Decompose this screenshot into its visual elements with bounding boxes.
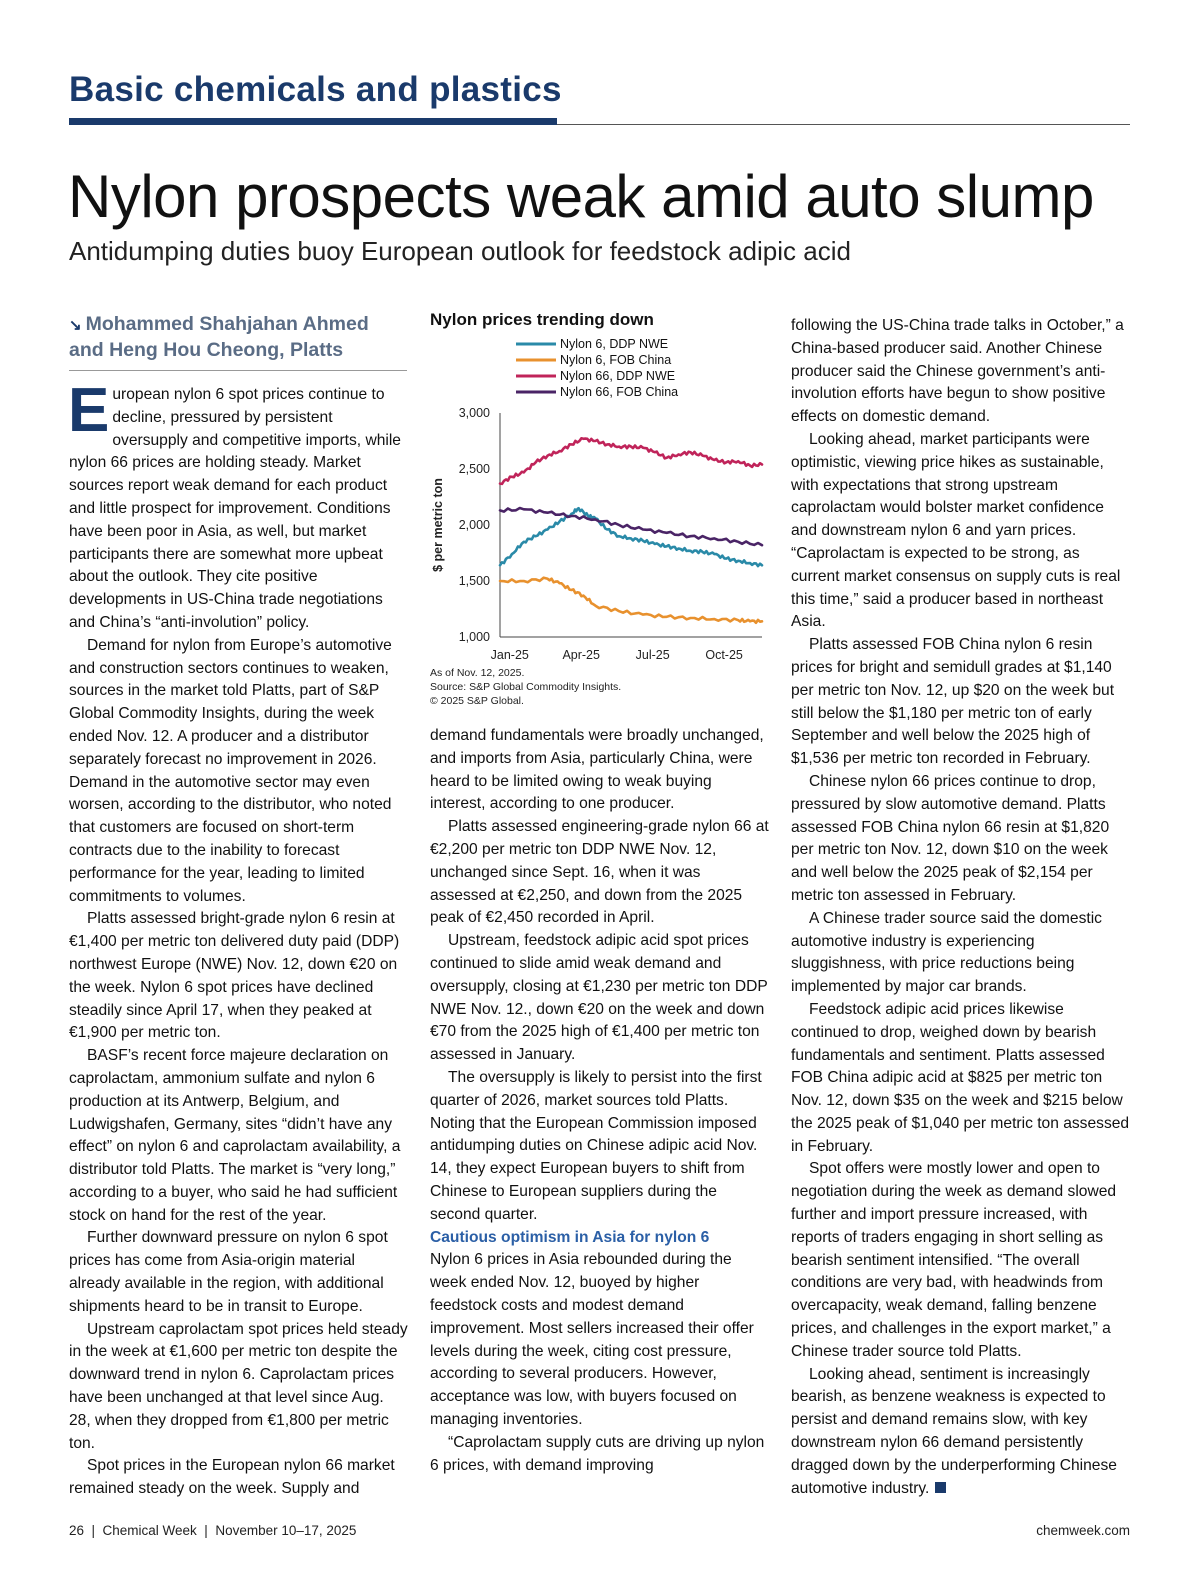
footer-folio: 26 | Chemical Week | November 10–17, 2025 bbox=[69, 1523, 357, 1538]
section-rule bbox=[69, 118, 557, 125]
paragraph bbox=[68, 376, 409, 635]
legend-label: Nylon 6, FOB China bbox=[560, 353, 672, 367]
y-tick-label: 1,000 bbox=[458, 630, 490, 644]
paragraph: Platts assessed engineering-grade nylon 66 at €2,200 per metric ton DDP NWE Nov. 12, unchanged since Sept. 16, when it was assessed at €2,250, and down from the 2025 peak of €2,450 recorded in April. bbox=[430, 818, 769, 927]
paragraph: The oversupply is likely to persist into the first quarter of 2026, market sources told Platts. Noting that the European Commission imposed antidumping duties on Chinese adipic acid Nov. 14, they expect European buyers to shift from Chinese to European suppliers during the second quarter. bbox=[430, 1068, 762, 1223]
article-column-2 bbox=[430, 725, 770, 1477]
byline-arrow-icon: ↘ bbox=[69, 317, 82, 334]
paragraph: following the US-China trade talks in October,” a China-based producer said. Another Chinese producer said the Chinese government’s anti-involution efforts have begun to show positive effects on domestic demand. bbox=[791, 317, 1124, 426]
paragraph: “Caprolactam supply cuts are driving up nylon 6 prices, with demand improving bbox=[430, 1433, 765, 1474]
series-line bbox=[500, 438, 762, 484]
headline: Nylon prospects weak amid auto slump bbox=[68, 163, 1094, 230]
subhead: Cautious optimism in Asia for nylon 6 bbox=[430, 1228, 710, 1246]
paragraph: Feedstock adipic acid prices likewise continued to drop, weighed down by bearish fundamentals and sentiment. Platts assessed FOB China adipic acid at $825 per metric ton Nov. 12, down $35 on the week and $215 below the 2025 peak of $1,040 per metric ton assessed in February. bbox=[791, 1000, 1130, 1155]
byline-line2: and Heng Hou Cheong, Platts bbox=[69, 339, 344, 361]
paragraph-text: uropean nylon 6 spot prices continue to decline, pressured by persistent oversupply and competitive imports, while nylon 66 prices are holding steady. Market sources report weak demand for each product and little prospect for improvement. Conditions have been poor in Asia, as well, but market participants there are somewhat more upbeat about the outlook. They cite positive developments in US-China trade negotiations and China’s “anti-involution” policy. bbox=[69, 386, 401, 631]
end-mark-icon bbox=[935, 1482, 946, 1493]
byline-line1: Mohammed Shahjahan Ahmed bbox=[85, 313, 369, 335]
paragraph: Demand for nylon from Europe’s automotive and construction sectors continues to weaken, sources in the market told Platts, part of S&P Global Commodity Insights, during the week ended Nov. 12. A producer and a distributor separately forecast no improvement in 2026. Demand in the automotive sector may even worsen, according to the distributor, who noted that customers are focused on short-term contracts due to the inability to forecast performance for the year, leading to limited commitments to volumes. bbox=[69, 636, 392, 905]
deck: Antidumping duties buoy European outlook for feedstock adipic acid bbox=[69, 236, 851, 266]
y-tick-label: 1,500 bbox=[458, 574, 490, 588]
series-line bbox=[500, 508, 762, 566]
section-title: Basic chemicals and plastics bbox=[69, 70, 562, 109]
paragraph: Platts assessed bright-grade nylon 6 resin at €1,400 per metric ton delivered duty paid (DDP) northwest Europe (NWE) Nov. 12, down €20 on the week. Nylon 6 spot prices have declined steadily since April 17, when they peaked at €1,900 per metric ton. bbox=[69, 910, 400, 1042]
series-line bbox=[500, 578, 762, 623]
chart-note-copyright: © 2025 S&P Global. bbox=[430, 695, 524, 707]
y-axis-label: $ per metric ton bbox=[431, 478, 445, 572]
paragraph: BASF’s recent force majeure declaration on caprolactam, ammonium sulfate and nylon 6 production at its Antwerp, Belgium, and Ludwigshafen, Germany, sites “didn’t have any effect” on nylon 6 and caprolactam availability, a distributor told Platts. The market is “very long,” according to a buyer, who said he had sufficient stock on hand for the rest of the year. bbox=[69, 1047, 401, 1224]
chart-note-date: As of Nov. 12, 2025. bbox=[430, 667, 525, 679]
paragraph: Upstream caprolactam spot prices held steady in the week at €1,600 per metric ton despite the downward trend in nylon 6. Caprolactam prices have been unchanged at that level since Aug. 28, when they dropped from €1,800 per metric ton. bbox=[69, 1320, 408, 1452]
paragraph: Upstream, feedstock adipic acid spot prices continued to slide amid weak demand and oversupply, closing at €1,230 per metric ton DDP NWE Nov. 12., down €20 on the week and down €70 from the 2025 high of €1,400 per metric ton assessed in January. bbox=[430, 932, 768, 1064]
chart-canvas bbox=[428, 306, 773, 716]
legend-label: Nylon 66, FOB China bbox=[560, 385, 679, 399]
article-column-1 bbox=[68, 376, 409, 1501]
chart-title: Nylon prices trending down bbox=[430, 310, 654, 329]
footer-website: chemweek.com bbox=[1036, 1523, 1130, 1538]
y-tick-label: 2,000 bbox=[458, 518, 490, 532]
x-tick-label: Jul-25 bbox=[635, 648, 670, 662]
paragraph bbox=[791, 1364, 1131, 1501]
x-tick-label: Oct-25 bbox=[705, 648, 743, 662]
x-tick-label: Apr-25 bbox=[562, 648, 600, 662]
paragraph: Spot offers were mostly lower and open to negotiation during the week as demand slowed further and import pressure increased, with reports of traders engaging in short selling as bearish sentiment intensified. “The overall conditions are very bad, with headwinds from overcapacity, weak demand, falling benzene prices, and challenges in the export market,” a Chinese trader source told Platts. bbox=[791, 1160, 1117, 1360]
legend-label: Nylon 66, DDP NWE bbox=[560, 369, 676, 383]
paragraph: Further downward pressure on nylon 6 spot prices has come from Asia-origin material already available in the region, with additional shipments heard to be in transit to Europe. bbox=[69, 1229, 388, 1315]
drop-cap: E bbox=[68, 376, 110, 445]
paragraph: Nylon 6 prices in Asia rebounded during the week ended Nov. 12, buoyed by higher feedstock costs and modest demand improvement. Most sellers increased their offer levels during the week, citing cost pressure, according to several producers. However, acceptance was low, with buyers focused on managing inventories. bbox=[430, 1251, 754, 1428]
paragraph: demand fundamentals were broadly unchanged, and imports from Asia, particularly China, were heard to be limited owing to weak buying interest, according to one producer. bbox=[430, 727, 764, 813]
y-tick-label: 3,000 bbox=[458, 406, 490, 420]
paragraph: Chinese nylon 66 prices continue to drop, pressured by slow automotive demand. Platts assessed FOB China nylon 66 resin at $1,820 per metric ton Nov. 12, down $10 on the week and well below the 2025 peak of $2,154 per metric ton assessed in February. bbox=[791, 772, 1110, 904]
paragraph-text: Looking ahead, sentiment is increasingly bearish, as benzene weakness is expected to persist and demand remains slow, with key downstream nylon 66 demand persistently dragged down by the underperforming Chinese automotive industry. bbox=[791, 1365, 1117, 1497]
chart-note-source: Source: S&P Global Commodity Insights. bbox=[430, 681, 622, 693]
legend-label: Nylon 6, DDP NWE bbox=[560, 337, 669, 351]
paragraph: Platts assessed FOB China nylon 6 resin prices for bright and semidull grades at $1,140 per metric ton Nov. 12, up $20 on the week but still below the $1,180 per metric ton of early September and well below the 2025 high of $1,536 per metric ton recorded in February. bbox=[791, 636, 1115, 768]
byline bbox=[69, 312, 407, 371]
y-tick-label: 2,500 bbox=[458, 462, 490, 476]
article-column-3 bbox=[791, 315, 1131, 1500]
paragraph: A Chinese trader source said the domestic automotive industry is experiencing sluggishness, with price reductions being implemented by major car brands. bbox=[791, 909, 1102, 996]
paragraph: Looking ahead, market participants were optimistic, viewing price hikes as sustainable, with expectations that strong upstream caprolactam would bolster market confidence and downstream nylon 6 and yarn prices. “Caprolactam is expected to be strong, as current market consensus on supply cuts is real this time,” said a producer based in northeast Asia. bbox=[791, 430, 1121, 631]
header-rule bbox=[557, 124, 1130, 125]
nylon-price-chart bbox=[428, 306, 773, 716]
x-tick-label: Jan-25 bbox=[490, 648, 529, 662]
paragraph: Spot prices in the European nylon 66 market remained steady on the week. Supply and bbox=[69, 1457, 395, 1498]
